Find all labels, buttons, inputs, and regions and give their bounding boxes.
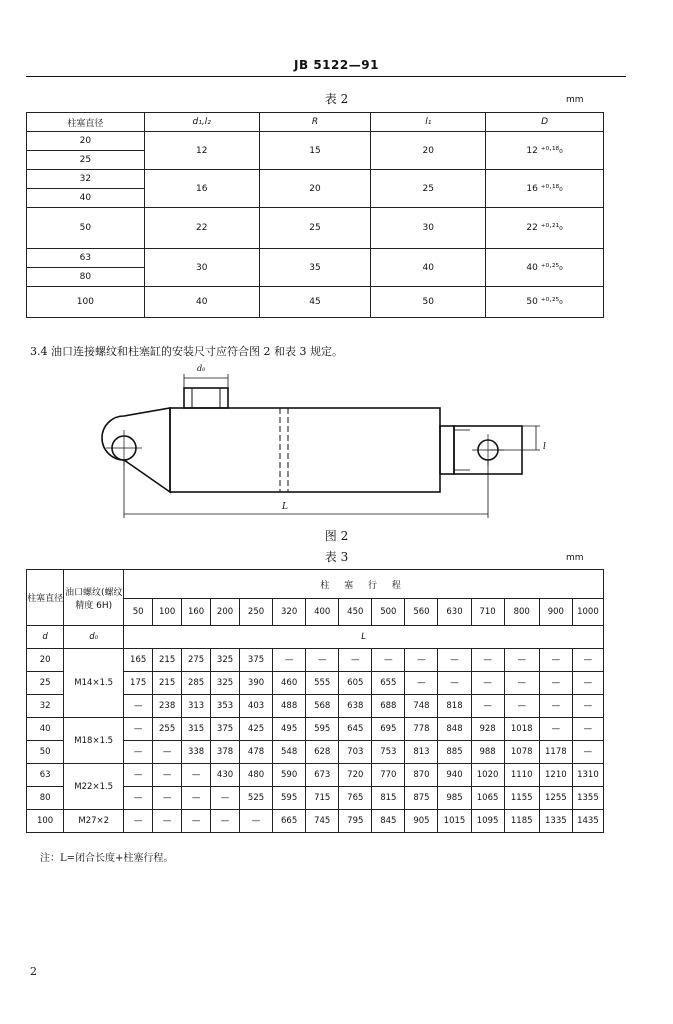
closed-length-value: — bbox=[504, 649, 539, 672]
table-row bbox=[27, 764, 604, 787]
closed-length-value: 870 bbox=[405, 764, 438, 787]
closed-length-value: — bbox=[572, 695, 603, 718]
closed-length-value: 1210 bbox=[539, 764, 572, 787]
table-row bbox=[27, 718, 604, 741]
table2-header: R bbox=[259, 113, 371, 132]
closed-length-value: 715 bbox=[306, 787, 339, 810]
d1-value: 22 bbox=[144, 208, 259, 249]
d1-value: 30 bbox=[144, 249, 259, 287]
closed-length-value: — bbox=[572, 741, 603, 764]
r-value: 25 bbox=[259, 208, 371, 249]
stroke-value: 1000 bbox=[572, 599, 603, 626]
closed-length-value: 655 bbox=[372, 672, 405, 695]
stroke-value: 100 bbox=[153, 599, 182, 626]
closed-length-value: 688 bbox=[372, 695, 405, 718]
closed-length-value: 1015 bbox=[438, 810, 471, 833]
table-row bbox=[27, 132, 604, 151]
oil-port-thread: M22×1.5 bbox=[64, 764, 124, 810]
table-row bbox=[27, 810, 604, 833]
table3-note: 注：L=闭合长度+柱塞行程。 bbox=[40, 853, 174, 864]
closed-length-value: — bbox=[504, 695, 539, 718]
closed-length-value: — bbox=[539, 672, 572, 695]
table3 bbox=[26, 569, 604, 833]
closed-length-value: 745 bbox=[306, 810, 339, 833]
closed-length-value: 480 bbox=[240, 764, 273, 787]
closed-length-value: — bbox=[273, 649, 306, 672]
closed-length-value: 478 bbox=[240, 741, 273, 764]
closed-length-value: 1255 bbox=[539, 787, 572, 810]
oil-port-thread: M18×1.5 bbox=[64, 718, 124, 764]
page-number: 2 bbox=[30, 965, 37, 978]
closed-length-value: 818 bbox=[438, 695, 471, 718]
closed-length-value: 605 bbox=[339, 672, 372, 695]
d1-value: 12 bbox=[144, 132, 259, 170]
d-value: 16 ⁺⁰·¹⁸₀ bbox=[486, 170, 604, 208]
closed-length-value: — bbox=[306, 649, 339, 672]
table2-header: 柱塞直径 bbox=[27, 113, 145, 132]
closed-length-value: — bbox=[572, 649, 603, 672]
closed-length-value: — bbox=[405, 672, 438, 695]
plunger-diameter: 20 bbox=[27, 132, 145, 151]
r-value: 15 bbox=[259, 132, 371, 170]
closed-length-value: 460 bbox=[273, 672, 306, 695]
closed-length-value: 985 bbox=[438, 787, 471, 810]
stroke-value: 800 bbox=[504, 599, 539, 626]
closed-length-value: 778 bbox=[405, 718, 438, 741]
closed-length-value: 255 bbox=[153, 718, 182, 741]
table2-caption: 表 2 bbox=[324, 92, 349, 106]
closed-length-value: 885 bbox=[438, 741, 471, 764]
d1-value: 16 bbox=[144, 170, 259, 208]
plunger-diameter: 32 bbox=[27, 170, 145, 189]
closed-length-value: — bbox=[539, 695, 572, 718]
plunger-diameter: 25 bbox=[27, 672, 64, 695]
closed-length-value: 753 bbox=[372, 741, 405, 764]
closed-length-value: 988 bbox=[471, 741, 504, 764]
closed-length-value: 1355 bbox=[572, 787, 603, 810]
closed-length-value: 325 bbox=[211, 672, 240, 695]
r-value: 45 bbox=[259, 287, 371, 318]
table3-header-row bbox=[27, 570, 604, 599]
l1-value: 25 bbox=[371, 170, 486, 208]
closed-length-value: 390 bbox=[240, 672, 273, 695]
oil-port-thread: M14×1.5 bbox=[64, 649, 124, 718]
closed-length-value: — bbox=[124, 695, 153, 718]
closed-length-value: — bbox=[471, 672, 504, 695]
closed-length-value: 488 bbox=[273, 695, 306, 718]
closed-length-value: 548 bbox=[273, 741, 306, 764]
d-value: 40 ⁺⁰·²⁵₀ bbox=[486, 249, 604, 287]
closed-length-value: 165 bbox=[124, 649, 153, 672]
closed-length-value: — bbox=[124, 810, 153, 833]
closed-length-value: 795 bbox=[339, 810, 372, 833]
stroke-value: 500 bbox=[372, 599, 405, 626]
r-value: 35 bbox=[259, 249, 371, 287]
plunger-diameter: 80 bbox=[27, 787, 64, 810]
plunger-diameter: 40 bbox=[27, 189, 145, 208]
symbol-L: L bbox=[124, 626, 604, 649]
closed-length-value: 628 bbox=[306, 741, 339, 764]
closed-length-value: — bbox=[124, 787, 153, 810]
closed-length-value: — bbox=[153, 764, 182, 787]
closed-length-value: 353 bbox=[211, 695, 240, 718]
closed-length-value: 285 bbox=[182, 672, 211, 695]
closed-length-value: — bbox=[124, 741, 153, 764]
closed-length-value: 325 bbox=[211, 649, 240, 672]
d1-value: 40 bbox=[144, 287, 259, 318]
closed-length-value: 770 bbox=[372, 764, 405, 787]
stroke-value: 630 bbox=[438, 599, 471, 626]
closed-length-value: — bbox=[182, 787, 211, 810]
l1-value: 30 bbox=[371, 208, 486, 249]
r-value: 20 bbox=[259, 170, 371, 208]
closed-length-value: 175 bbox=[124, 672, 153, 695]
closed-length-value: 495 bbox=[273, 718, 306, 741]
closed-length-value: 1078 bbox=[504, 741, 539, 764]
closed-length-value: 1310 bbox=[572, 764, 603, 787]
closed-length-value: 313 bbox=[182, 695, 211, 718]
symbol-d: d bbox=[27, 626, 64, 649]
closed-length-value: 425 bbox=[240, 718, 273, 741]
closed-length-value: — bbox=[572, 672, 603, 695]
table-row bbox=[27, 170, 604, 189]
closed-length-value: — bbox=[539, 718, 572, 741]
closed-length-value: 595 bbox=[273, 787, 306, 810]
closed-length-value: 315 bbox=[182, 718, 211, 741]
stroke-value: 900 bbox=[539, 599, 572, 626]
symbol-row bbox=[27, 626, 604, 649]
closed-length-value: 1095 bbox=[471, 810, 504, 833]
stroke-value: 320 bbox=[273, 599, 306, 626]
d-value: 50 ⁺⁰·²⁵₀ bbox=[486, 287, 604, 318]
cylinder-drawing bbox=[90, 360, 560, 525]
closed-length-value: 338 bbox=[182, 741, 211, 764]
closed-length-value: — bbox=[405, 649, 438, 672]
plunger-diameter: 40 bbox=[27, 718, 64, 741]
table2-header: D bbox=[486, 113, 604, 132]
table2-unit: mm bbox=[566, 95, 584, 105]
stroke-value: 160 bbox=[182, 599, 211, 626]
d-value: 22 ⁺⁰·²¹₀ bbox=[486, 208, 604, 249]
stroke-value: 400 bbox=[306, 599, 339, 626]
stroke-value: 250 bbox=[240, 599, 273, 626]
stroke-value: 200 bbox=[211, 599, 240, 626]
closed-length-value: 1018 bbox=[504, 718, 539, 741]
closed-length-value: — bbox=[471, 649, 504, 672]
l1-value: 50 bbox=[371, 287, 486, 318]
table-row bbox=[27, 649, 604, 672]
clause-3-4: 3.4 油口连接螺纹和柱塞缸的安装尺寸应符合图 2 和表 3 规定。 bbox=[30, 345, 343, 358]
closed-length-value: — bbox=[339, 649, 372, 672]
closed-length-value: 1110 bbox=[504, 764, 539, 787]
plunger-diameter: 50 bbox=[27, 741, 64, 764]
closed-length-value: — bbox=[211, 787, 240, 810]
closed-length-value: 215 bbox=[153, 672, 182, 695]
d-value: 12 ⁺⁰·¹⁸₀ bbox=[486, 132, 604, 170]
closed-length-value: 1435 bbox=[572, 810, 603, 833]
closed-length-value: 525 bbox=[240, 787, 273, 810]
closed-length-value: — bbox=[438, 672, 471, 695]
symbol-d0: d₀ bbox=[64, 626, 124, 649]
plunger-diameter: 25 bbox=[27, 151, 145, 170]
closed-length-value: 813 bbox=[405, 741, 438, 764]
closed-length-value: 1020 bbox=[471, 764, 504, 787]
l1-value: 20 bbox=[371, 132, 486, 170]
closed-length-value: — bbox=[153, 810, 182, 833]
plunger-diameter: 63 bbox=[27, 249, 145, 268]
closed-length-value: 695 bbox=[372, 718, 405, 741]
closed-length-value: 403 bbox=[240, 695, 273, 718]
oil-port-thread: M27×2 bbox=[64, 810, 124, 833]
l1-value: 40 bbox=[371, 249, 486, 287]
col-oil-port-thread: 油口螺纹(螺纹精度 6H) bbox=[64, 570, 124, 626]
closed-length-value: — bbox=[504, 672, 539, 695]
closed-length-value: 430 bbox=[211, 764, 240, 787]
table-row bbox=[27, 208, 604, 249]
label-d0: d₀ bbox=[197, 364, 206, 373]
closed-length-value: 238 bbox=[153, 695, 182, 718]
closed-length-value: 590 bbox=[273, 764, 306, 787]
label-L: L bbox=[282, 502, 288, 512]
plunger-diameter: 100 bbox=[27, 810, 64, 833]
closed-length-value: 875 bbox=[405, 787, 438, 810]
table2-header: d₁,l₂ bbox=[144, 113, 259, 132]
closed-length-value: — bbox=[471, 695, 504, 718]
plunger-diameter: 63 bbox=[27, 764, 64, 787]
figure-caption: 图 2 bbox=[324, 529, 349, 543]
header-rule bbox=[26, 76, 626, 77]
table2-header-row bbox=[27, 113, 604, 132]
closed-length-value: 1185 bbox=[504, 810, 539, 833]
table3-caption: 表 3 bbox=[324, 550, 349, 564]
closed-length-value: 215 bbox=[153, 649, 182, 672]
closed-length-value: — bbox=[124, 718, 153, 741]
closed-length-value: 378 bbox=[211, 741, 240, 764]
closed-length-value: 703 bbox=[339, 741, 372, 764]
plunger-diameter: 100 bbox=[27, 287, 145, 318]
closed-length-value: — bbox=[153, 741, 182, 764]
standard-number: JB 5122—91 bbox=[294, 58, 379, 72]
closed-length-value: 940 bbox=[438, 764, 471, 787]
closed-length-value: — bbox=[240, 810, 273, 833]
closed-length-value: 665 bbox=[273, 810, 306, 833]
closed-length-value: — bbox=[124, 764, 153, 787]
table-row bbox=[27, 249, 604, 268]
closed-length-value: 638 bbox=[339, 695, 372, 718]
closed-length-value: — bbox=[438, 649, 471, 672]
closed-length-value: 673 bbox=[306, 764, 339, 787]
closed-length-value: 845 bbox=[372, 810, 405, 833]
table2-header: l₁ bbox=[371, 113, 486, 132]
closed-length-value: 375 bbox=[211, 718, 240, 741]
closed-length-value: — bbox=[182, 810, 211, 833]
col-plunger-diameter: 柱塞直径 bbox=[27, 570, 64, 626]
table-row bbox=[27, 287, 604, 318]
closed-length-value: — bbox=[372, 649, 405, 672]
stroke-value: 710 bbox=[471, 599, 504, 626]
plunger-diameter: 50 bbox=[27, 208, 145, 249]
closed-length-value: 595 bbox=[306, 718, 339, 741]
closed-length-value: 568 bbox=[306, 695, 339, 718]
closed-length-value: 1335 bbox=[539, 810, 572, 833]
closed-length-value: 1178 bbox=[539, 741, 572, 764]
closed-length-value: 720 bbox=[339, 764, 372, 787]
closed-length-value: 275 bbox=[182, 649, 211, 672]
closed-length-value: 1065 bbox=[471, 787, 504, 810]
closed-length-value: — bbox=[211, 810, 240, 833]
table3-unit: mm bbox=[566, 553, 584, 563]
closed-length-value: 815 bbox=[372, 787, 405, 810]
closed-length-value: 748 bbox=[405, 695, 438, 718]
closed-length-value: 555 bbox=[306, 672, 339, 695]
closed-length-value: — bbox=[153, 787, 182, 810]
closed-length-value: — bbox=[572, 718, 603, 741]
closed-length-value: 905 bbox=[405, 810, 438, 833]
closed-length-value: 375 bbox=[240, 649, 273, 672]
closed-length-value: 848 bbox=[438, 718, 471, 741]
table2 bbox=[26, 112, 604, 318]
closed-length-value: 928 bbox=[471, 718, 504, 741]
closed-length-value: — bbox=[182, 764, 211, 787]
closed-length-value: 645 bbox=[339, 718, 372, 741]
stroke-value: 50 bbox=[124, 599, 153, 626]
stroke-value: 450 bbox=[339, 599, 372, 626]
closed-length-value: 1155 bbox=[504, 787, 539, 810]
plunger-diameter: 32 bbox=[27, 695, 64, 718]
plunger-diameter: 20 bbox=[27, 649, 64, 672]
col-plunger-stroke: 柱 塞 行 程 bbox=[124, 570, 604, 599]
closed-length-value: 765 bbox=[339, 787, 372, 810]
stroke-value: 560 bbox=[405, 599, 438, 626]
plunger-diameter: 80 bbox=[27, 268, 145, 287]
label-l: l bbox=[543, 442, 546, 452]
closed-length-value: — bbox=[539, 649, 572, 672]
